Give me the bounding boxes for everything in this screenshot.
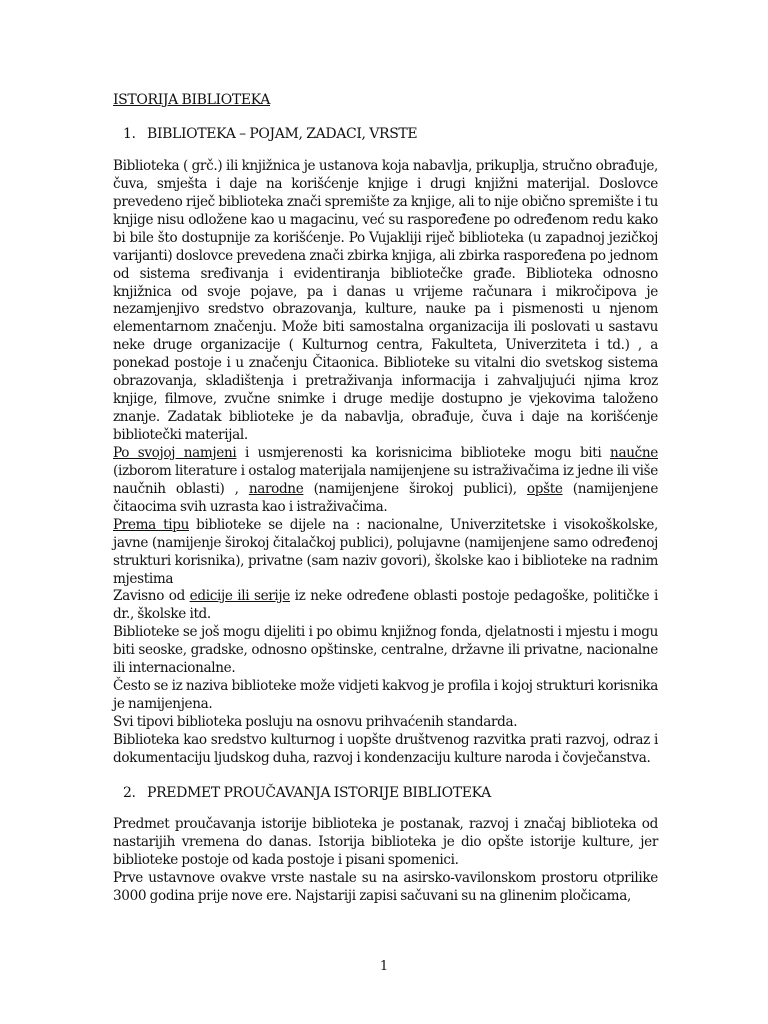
library-type-paragraph — [113, 517, 658, 589]
underlined-term: naučne — [610, 444, 658, 461]
section-1-heading — [113, 125, 658, 143]
section-2-heading — [113, 784, 658, 802]
text-run: (namijenjene čitaocima svih uzrasta kao i istraživačima. — [113, 480, 659, 515]
section-1-intro-paragraph: Biblioteka ( grč.) ili knjižnica je ustanova koja nabavlja, prikuplja, stručno obrađuje, čuva, smješta i daje na korišćenje knjige i drugi knjižni materijal. Doslovce prevedeno riječ biblioteka znači spremište za knjige, ali to nije obično spremište i tu knjige nisu odložene kao u magacinu, već su raspoređene po određenom redu kako bi bile što dostupnije za korišćenje. Po Vujakliji riječ biblioteka (u zapadnoj jezičkoj varijanti) doslovce prevedena znači zbirka knjiga, ali zbirka raspoređena po jednom od sistema sređivanja i evidentiranja bibliotečke građe. Biblioteka odnosno knjižnica od svoje pojave, pa i danas u vrijeme računara i mikročipova je nezamjenjivo sredstvo obrazovanja, kulture, nauke pa i pismenosti u njenom elementarnom značenju. Može biti samostalna organizacija ili poslovati u sastavu neke druge organizacije ( Kulturnog centra, Fakulteta, Univerziteta i td.) , a ponekad postoje i u značenju Čitaonica. Biblioteke su vitalni dio svetskog sistema obrazovanja, skladištenja i pretraživanja informacija i zahvaljujući njima kroz knjige, filmove, zvučne snimke i druge medije dostupno je vjekovima taloženo znanje. Zadatak biblioteke je da nabavlja, obrađuje, čuva i daje na korišćenje bibliotečki materijal. — [113, 157, 658, 443]
underlined-term: edicije ili serije — [189, 588, 290, 605]
page-number: 1 — [379, 959, 389, 974]
document-page — [113, 91, 658, 906]
section-2-paragraph-1: Predmet proučavanja istorije biblioteka je postanak, razvoj i značaj biblioteka od nastarijih vremena do danas. Istorija biblioteka je dio opšte istorije kulture, jer biblioteke postoje od kada postoje i pisani spomenici. — [113, 816, 658, 869]
edition-paragraph — [113, 588, 658, 624]
section-1-title: BIBLIOTEKA – POJAM, ZADACI, VRSTE — [147, 126, 418, 143]
culture-paragraph: Biblioteka kao sredstvo kulturnog i uopšte društvenog razvitka prati razvoj, odraz i dokumentaciju ljudskog duha, razvoj i kondenzaciju kulture naroda i čovječanstva. — [113, 731, 658, 766]
library-purpose-paragraph — [113, 445, 658, 517]
section-1-number: 1. — [123, 126, 136, 143]
underlined-term: Po svojoj namjeni — [113, 444, 237, 461]
text-run: i usmjerenosti ka korisnicima biblioteke mogu biti — [236, 444, 611, 461]
section-2-title: PREDMET PROUČAVANJA ISTORIJE BIBLIOTEKA — [147, 784, 491, 801]
standards-paragraph: Svi tipovi biblioteka posluju na osnovu prihvaćenih standarda. — [113, 714, 518, 730]
underlined-term: opšte — [526, 480, 563, 497]
section-2-paragraph-2: Prve ustavnove ovakve vrste nastale su na asirsko-vavilonskom prostoru otprilike 3000 godina prije nove ere. Najstariji zapisi sačuvani su na glinenim pločicama, — [113, 870, 658, 905]
document-title: ISTORIJA BIBLIOTEKA — [113, 92, 271, 108]
underlined-term: narodne — [248, 480, 304, 497]
underlined-term: Prema tipu — [113, 516, 189, 533]
text-run: (namijenjene širokoj publici), — [303, 480, 527, 497]
section-2-number: 2. — [123, 784, 136, 801]
profile-paragraph: Često se iz naziva biblioteke može vidjeti kakvog je profila i kojoj strukturi korisnika je namijenjena. — [113, 678, 658, 713]
text-run: biblioteke se dijele na : nacionalne, Univerzitetske i visokoškolske, javne (namijenje širokoj čitalačkoj publici), polujavne (namijenjene samo određenoj strukturi korisnika), privatne (sam naziv govori), školske kao i biblioteke na radnim mjestima — [113, 516, 658, 587]
fund-size-paragraph: Biblioteke se još mogu dijeliti i po obimu knjižnog fonda, djelatnosti i mjestu i mogu biti seoske, gradske, odnosno opštinske, centralne, državne ili privatne, nacionalne ili internacionalne. — [113, 624, 658, 677]
text-run: iz neke određene oblasti postoje pedagoške, političke i dr., školske itd. — [113, 588, 658, 623]
text-run: Zavisno od — [113, 588, 190, 605]
text-run: (izborom literature i ostalog materijala namijenjene su istraživačima iz jedne ili više naučnih oblasti) , — [113, 462, 658, 497]
